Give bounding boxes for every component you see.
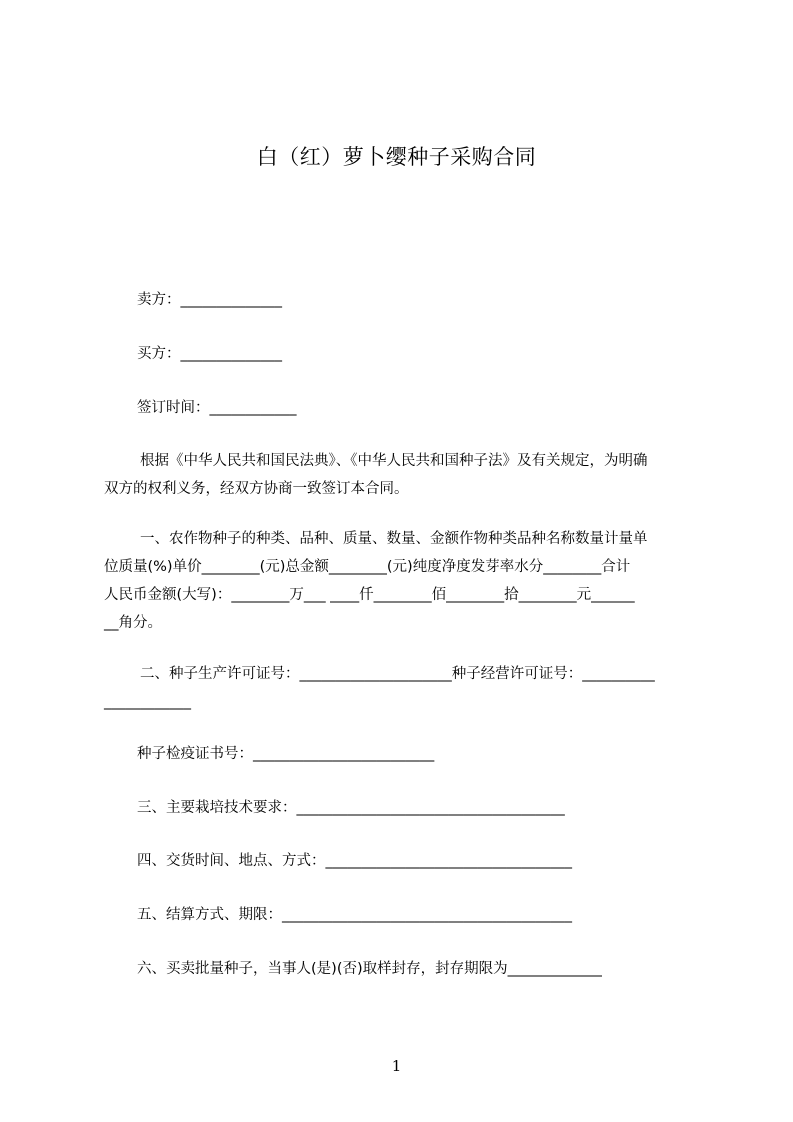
buyer-field: 买方：______________ — [137, 346, 282, 362]
page-number: 1 — [391, 1057, 402, 1075]
preamble-line: 根据《中华人民共和国民法典》、《中华人民共和国种子法》及有关规定，为明确 — [140, 453, 648, 469]
clause-5-settlement: 五、结算方式、期限：________________________________________ — [137, 907, 572, 923]
seller-field: 卖方：______________ — [137, 292, 282, 308]
clause-1-line: 位质量(%)单价________(元)总金额________(元)纯度净度发芽率水分________合计 — [104, 559, 631, 575]
document-title: 白（红）萝卜缨种子采购合同 — [256, 145, 537, 169]
clause-2-paragraph — [104, 660, 655, 716]
clause-3-cultivation-requirements: 三、主要栽培技术要求：_____________________________________ — [137, 800, 565, 816]
clause-2-line: 二、种子生产许可证号：_____________________种子经营许可证号：__________ — [140, 666, 655, 682]
clause-1-line: 一、农作物种子的种类、品种、质量、数量、金额作物种类品种名称数量计量单 — [140, 531, 648, 547]
clause-1-line: 人民币金额(大写)：________万___ ____仟________佰________拾________元______ — [104, 587, 635, 603]
quarantine-certificate-field: 种子检疫证书号：_________________________ — [137, 746, 435, 762]
preamble-paragraph — [104, 447, 648, 503]
clause-6-sampling: 六、买卖批量种子，当事人(是)(否)取样封存，封存期限为_____________ — [137, 961, 602, 977]
clause-4-delivery: 四、交货时间、地点、方式：__________________________________ — [137, 853, 572, 869]
preamble-line: 双方的权利义务，经双方协商一致签订本合同。 — [104, 481, 409, 497]
clause-1-paragraph — [104, 525, 648, 637]
signing-time-field: 签订时间：____________ — [137, 400, 297, 416]
clause-1-line: __角分。 — [104, 615, 162, 631]
clause-2-line: ____________ — [104, 694, 191, 710]
